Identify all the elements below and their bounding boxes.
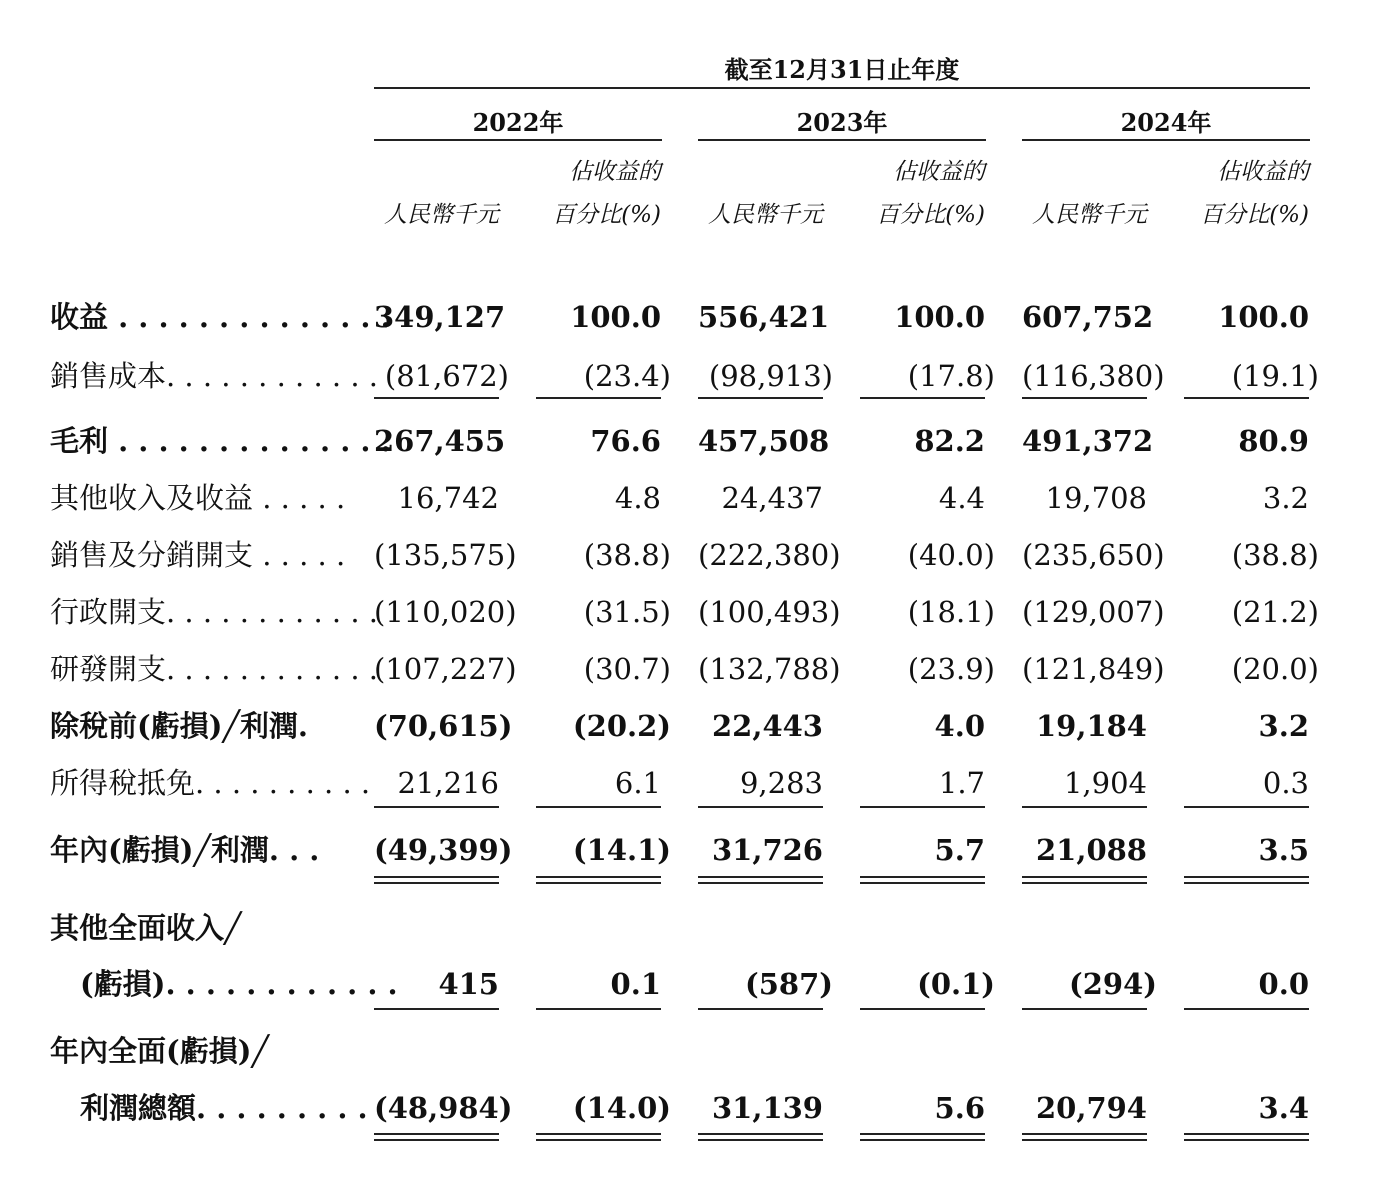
row-oci-2024-amount: (294) (1069, 967, 1157, 1001)
row-gross-profit-2022-amount: 267,455 (374, 424, 506, 458)
row-other-income-2024-pct: 3.2 (1262, 481, 1309, 515)
underline (860, 806, 985, 808)
row-profit-for-year-2023-amount: 31,726 (712, 833, 823, 867)
row-tax-credit-2022-amount: 21,216 (397, 766, 499, 800)
row-profit-for-year-2024-pct: 3.5 (1258, 833, 1309, 867)
row-oci-2023-amount: (587) (745, 967, 833, 1001)
underline (1184, 397, 1309, 399)
row-rnd-expenses-2023-amount: (132,788) (698, 652, 841, 686)
row-pretax-2024-pct: 3.2 (1258, 709, 1309, 743)
pct-header-2023-l2: 百分比(%) (876, 202, 985, 228)
row-cost-of-sales-2023-pct: (17.8) (907, 359, 995, 393)
row-total-comprehensive-label-line1: 年內全面(虧損)╱ (50, 1034, 269, 1068)
double-underline (1022, 1133, 1147, 1141)
double-underline (536, 876, 661, 884)
row-selling-expenses-2023-pct: (40.0) (907, 538, 995, 572)
row-rnd-expenses-2022-pct: (30.7) (583, 652, 671, 686)
row-cost-of-sales-2024-amount: (116,380) (1022, 359, 1165, 393)
double-underline (374, 876, 499, 884)
row-oci-2022-pct: 0.1 (610, 967, 661, 1001)
double-underline (536, 1133, 661, 1141)
row-admin-expenses-2024-pct: (21.2) (1231, 595, 1319, 629)
row-gross-profit-2023-amount: 457,508 (698, 424, 830, 458)
amount-header-2024: 人民幣千元 (1032, 202, 1147, 228)
row-pretax-2023-pct: 4.0 (934, 709, 985, 743)
row-admin-expenses-2022-amount: (110,020) (374, 595, 517, 629)
row-other-income-2023-amount: 24,437 (721, 481, 823, 515)
row-pretax-2022-amount: (70,615) (374, 709, 513, 743)
row-tax-credit-2022-pct: 6.1 (614, 766, 661, 800)
row-gross-profit-label: 毛利 . . . . . . . . . . . . . . (50, 424, 391, 458)
row-other-income-2024-amount: 19,708 (1045, 481, 1147, 515)
underline (374, 397, 499, 399)
year-2024-header: 2024年 (1120, 108, 1212, 137)
row-tax-credit-label: 所得稅抵免. . . . . . . . . . (50, 766, 371, 800)
row-other-income-label: 其他收入及收益 . . . . . (50, 481, 346, 515)
row-oci-2024-pct: 0.0 (1258, 967, 1309, 1001)
row-selling-expenses-label: 銷售及分銷開支 . . . . . (50, 538, 346, 572)
underline (536, 397, 661, 399)
underline (536, 1008, 661, 1010)
row-cost-of-sales-2023-amount: (98,913) (708, 359, 833, 393)
row-oci-2022-amount: 415 (438, 967, 499, 1001)
row-total-comprehensive-2023-amount: 31,139 (712, 1091, 823, 1125)
row-selling-expenses-2024-amount: (235,650) (1022, 538, 1165, 572)
underline (698, 806, 823, 808)
row-revenue-2024-pct: 100.0 (1218, 300, 1309, 334)
row-cost-of-sales-2024-pct: (19.1) (1231, 359, 1319, 393)
row-revenue-2022-pct: 100.0 (570, 300, 661, 334)
double-underline (1184, 876, 1309, 884)
underline (698, 1008, 823, 1010)
row-other-income-2022-pct: 4.8 (614, 481, 661, 515)
row-gross-profit-2022-pct: 76.6 (590, 424, 661, 458)
year-2022-header: 2022年 (472, 108, 564, 137)
row-tax-credit-2023-amount: 9,283 (739, 766, 823, 800)
row-admin-expenses-2024-amount: (129,007) (1022, 595, 1165, 629)
year-2023-rule (698, 139, 986, 141)
pct-header-2023-l1: 佔收益的 (893, 159, 985, 185)
row-rnd-expenses-2023-pct: (23.9) (907, 652, 995, 686)
double-underline (698, 876, 823, 884)
row-admin-expenses-2022-pct: (31.5) (583, 595, 671, 629)
double-underline (860, 1133, 985, 1141)
row-cost-of-sales-label: 銷售成本. . . . . . . . . . . . (50, 359, 379, 393)
underline (536, 806, 661, 808)
row-revenue-2023-pct: 100.0 (894, 300, 985, 334)
row-other-income-2023-pct: 4.4 (938, 481, 985, 515)
pct-header-2022-l1: 佔收益的 (569, 159, 661, 185)
row-admin-expenses-label: 行政開支. . . . . . . . . . . . (50, 595, 379, 629)
row-rnd-expenses-label: 研發開支. . . . . . . . . . . . (50, 652, 379, 686)
double-underline (860, 876, 985, 884)
row-tax-credit-2023-pct: 1.7 (938, 766, 985, 800)
year-2022-rule (374, 139, 662, 141)
period-rule (374, 87, 1310, 89)
row-gross-profit-2024-pct: 80.9 (1238, 424, 1309, 458)
row-admin-expenses-2023-amount: (100,493) (698, 595, 841, 629)
row-rnd-expenses-2024-amount: (121,849) (1022, 652, 1165, 686)
underline (860, 1008, 985, 1010)
row-oci-label: (虧損). . . . . . . . . . . . (80, 967, 398, 1001)
row-admin-expenses-2023-pct: (18.1) (907, 595, 995, 629)
row-selling-expenses-2023-amount: (222,380) (698, 538, 841, 572)
double-underline (1184, 1133, 1309, 1141)
underline (1184, 1008, 1309, 1010)
row-profit-for-year-2023-pct: 5.7 (934, 833, 985, 867)
row-gross-profit-2023-pct: 82.2 (914, 424, 985, 458)
row-pretax-2022-pct: (20.2) (572, 709, 671, 743)
underline (1184, 806, 1309, 808)
underline (698, 397, 823, 399)
period-title: 截至12月31日止年度 (724, 55, 960, 84)
row-selling-expenses-2022-pct: (38.8) (583, 538, 671, 572)
row-oci-label-line1: 其他全面收入╱ (50, 911, 242, 945)
pct-header-2024-l1: 佔收益的 (1217, 159, 1309, 185)
double-underline (1022, 876, 1147, 884)
row-profit-for-year-label: 年內(虧損)╱利潤. . . (50, 833, 320, 867)
row-cost-of-sales-2022-pct: (23.4) (583, 359, 671, 393)
row-total-comprehensive-2022-amount: (48,984) (374, 1091, 513, 1125)
row-selling-expenses-2024-pct: (38.8) (1231, 538, 1319, 572)
year-2024-rule (1022, 139, 1310, 141)
row-pretax-2023-amount: 22,443 (712, 709, 823, 743)
double-underline (374, 1133, 499, 1141)
double-underline (698, 1133, 823, 1141)
row-revenue-label: 收益 . . . . . . . . . . . . . . (50, 300, 391, 334)
row-total-comprehensive-2022-pct: (14.0) (572, 1091, 671, 1125)
amount-header-2022: 人民幣千元 (384, 202, 499, 228)
row-revenue-2022-amount: 349,127 (374, 300, 506, 334)
underline (860, 397, 985, 399)
row-profit-for-year-2022-pct: (14.1) (572, 833, 671, 867)
row-tax-credit-2024-amount: 1,904 (1063, 766, 1147, 800)
row-oci-2023-pct: (0.1) (917, 967, 995, 1001)
year-2023-header: 2023年 (796, 108, 888, 137)
row-rnd-expenses-2024-pct: (20.0) (1231, 652, 1319, 686)
amount-header-2023: 人民幣千元 (708, 202, 823, 228)
row-tax-credit-2024-pct: 0.3 (1262, 766, 1309, 800)
row-gross-profit-2024-amount: 491,372 (1022, 424, 1154, 458)
row-total-comprehensive-2024-amount: 20,794 (1036, 1091, 1147, 1125)
row-rnd-expenses-2022-amount: (107,227) (374, 652, 517, 686)
row-cost-of-sales-2022-amount: (81,672) (384, 359, 509, 393)
row-profit-for-year-2022-amount: (49,399) (374, 833, 513, 867)
row-other-income-2022-amount: 16,742 (397, 481, 499, 515)
row-profit-for-year-2024-amount: 21,088 (1036, 833, 1147, 867)
row-pretax-label: 除稅前(虧損)╱利潤. (50, 709, 308, 743)
pct-header-2022-l2: 百分比(%) (552, 202, 661, 228)
row-total-comprehensive-2024-pct: 3.4 (1258, 1091, 1309, 1125)
row-total-comprehensive-label: 利潤總額. . . . . . . . . (80, 1091, 368, 1125)
pct-header-2024-l2: 百分比(%) (1200, 202, 1309, 228)
row-revenue-2023-amount: 556,421 (698, 300, 830, 334)
row-total-comprehensive-2023-pct: 5.6 (934, 1091, 985, 1125)
row-pretax-2024-amount: 19,184 (1036, 709, 1147, 743)
row-selling-expenses-2022-amount: (135,575) (374, 538, 517, 572)
underline (374, 1008, 499, 1010)
row-revenue-2024-amount: 607,752 (1022, 300, 1154, 334)
underline (1022, 397, 1147, 399)
underline (1022, 1008, 1147, 1010)
underline (1022, 806, 1147, 808)
underline (374, 806, 499, 808)
